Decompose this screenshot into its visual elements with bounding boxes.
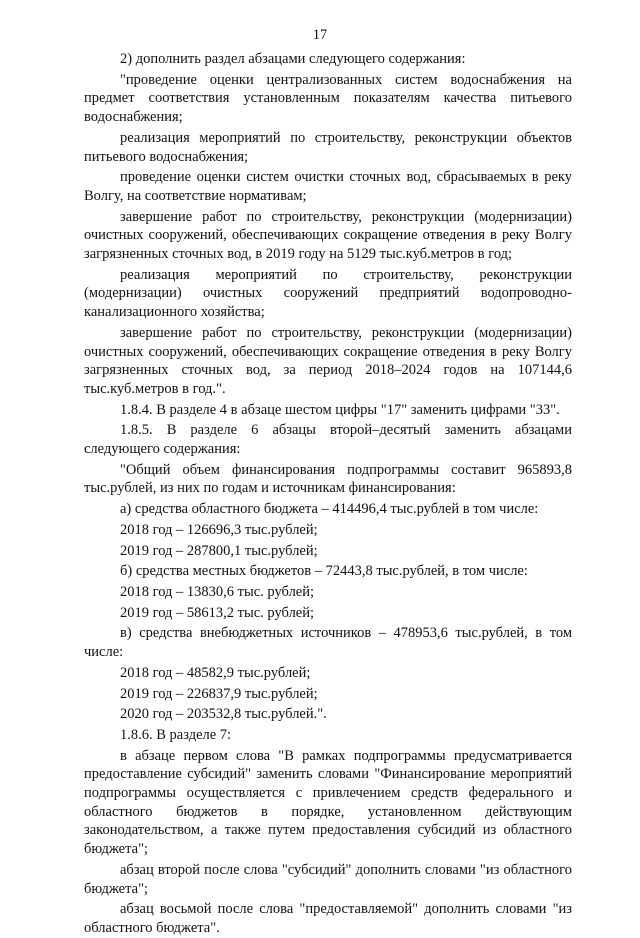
paragraph-extra-2019: 2019 год – 226837,9 тыс.рублей; [120, 685, 318, 702]
page-number: 17 [312, 27, 328, 43]
paragraph-first-abzac: в абзаце первом слова "В рамках подпрограммы предусматривается предоставление субсидий" заменить словами "Финансирование мероприятий подпрограммы осуществляется с привлечением средств федерального и областного бюджетов в порядке, установленном действующим законодательством, а также путем предоставления субсидий из областного бюджета"; [84, 747, 572, 858]
paragraph-1-8-6: 1.8.6. В разделе 7: [120, 726, 232, 743]
paragraph-1-8-4: 1.8.4. В разделе 4 в абзаце шестом цифры "17" заменить цифрами "33". [120, 401, 560, 418]
paragraph-sewer-facilities: реализация мероприятий по строительству, реконструкции (модернизации) очистных сооружений предприятий водопроводно-канализационного хозяйства; [84, 266, 572, 321]
paragraph-1-8-5: 1.8.5. В разделе 6 абзацы второй–десятый заменить абзацами следующего содержания: [84, 422, 572, 458]
paragraph-local-budget: б) средства местных бюджетов – 72443,8 тыс.рублей, в том числе: [120, 563, 528, 580]
paragraph-local-2018: 2018 год – 13830,6 тыс. рублей; [120, 583, 315, 600]
paragraph-regional-budget: а) средства областного бюджета – 414496,4 тыс.рублей в том числе: [120, 501, 539, 518]
paragraph-extrabudgetary: в) средства внебюджетных источников – 478953,6 тыс.рублей, в том числе: [84, 625, 572, 661]
paragraph-extra-2020: 2020 год – 203532,8 тыс.рублей.". [120, 706, 327, 723]
paragraph-completion-2019: завершение работ по строительству, реконструкции (модернизации) очистных сооружений, обеспечивающих сокращение отведения в реку Волгу загрязненных сточных вод, в 2019 году на 5129 тыс.куб.метров в год; [84, 208, 572, 263]
paragraph-completion-2018-2024: завершение работ по строительству, реконструкции (модернизации) очистных сооружений, обеспечивающих сокращение отведения в реку Волгу загрязненных сточных вод, за период 2018–2024 годов на 107144,6 тыс.куб.метров в год.". [84, 324, 572, 397]
paragraph-local-2019: 2019 год – 58613,2 тыс. рублей; [120, 604, 315, 621]
paragraph-quality-assessment: "проведение оценки централизованных систем водоснабжения на предмет соответствия установленным показателям качества питьевого водоснабжения; [84, 71, 572, 126]
paragraph-total-funding: "Общий объем финансирования подпрограммы составит 965893,8 тыс.рублей, из них по годам и источникам финансирования: [84, 461, 572, 497]
paragraph-intro: 2) дополнить раздел абзацами следующего содержания: [120, 51, 466, 67]
paragraph-second-abzac: абзац второй после слова "субсидий" дополнить словами "из областного бюджета"; [84, 861, 572, 897]
paragraph-regional-2019: 2019 год – 287800,1 тыс.рублей; [120, 542, 318, 559]
document-body [84, 50, 572, 938]
paragraph-eighth-abzac: абзац восьмой после слова "предоставляемой" дополнить словами "из областного бюджета". [84, 901, 572, 936]
paragraph-regional-2018: 2018 год – 126696,3 тыс.рублей; [120, 521, 318, 538]
paragraph-wastewater-assessment: проведение оценки систем очистки сточных вод, сбрасываемых в реку Волгу, на соответствие нормативам; [84, 169, 572, 204]
paragraph-water-objects: реализация мероприятий по строительству, реконструкции объектов питьевого водоснабжения; [84, 129, 572, 165]
paragraph-extra-2018: 2018 год – 48582,9 тыс.рублей; [120, 664, 311, 681]
